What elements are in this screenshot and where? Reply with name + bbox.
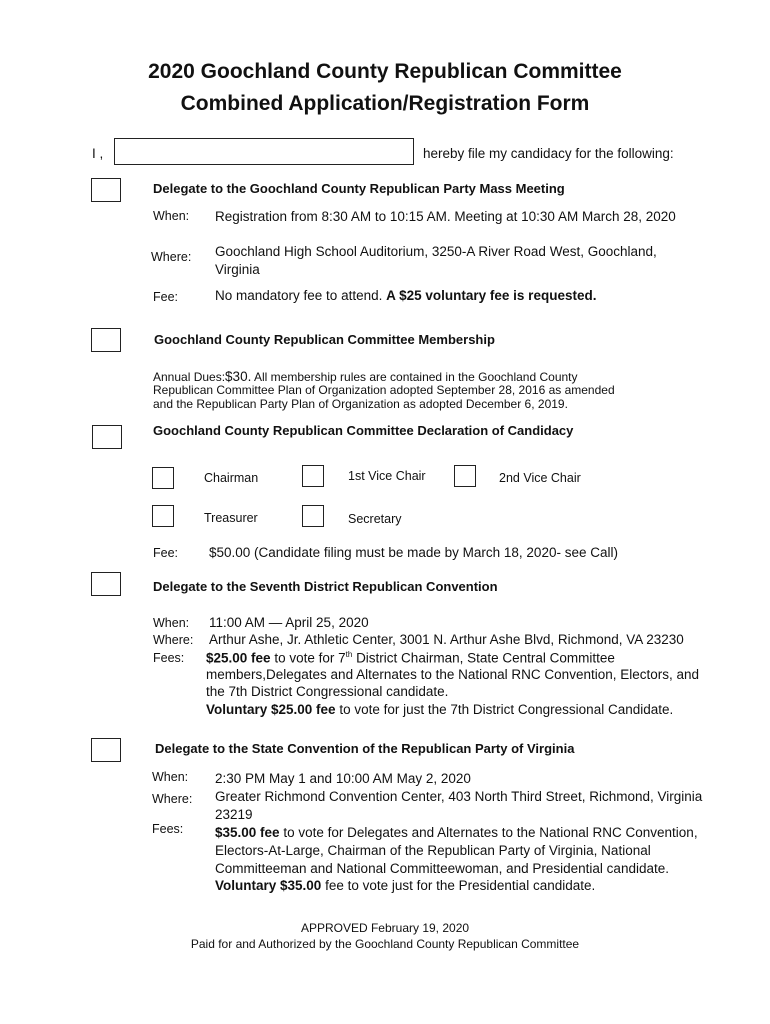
seventh-fee1-text-a: to vote for 7 <box>274 650 346 666</box>
secretary-checkbox[interactable] <box>302 505 324 527</box>
seventh-where-value: Arthur Ashe, Jr. Athletic Center, 3001 N. Arthur Ashe Blvd, Richmond, VA 23230 <box>209 632 684 647</box>
seventh-fee1-text-b: District Chairman, State Central Committee <box>356 650 615 666</box>
state-when-value: 2:30 PM May 1 and 10:00 AM May 2, 2020 <box>215 771 471 786</box>
membership-line1 <box>153 369 578 384</box>
intro-suffix: hereby file my candidacy for the following: <box>423 146 674 161</box>
state-fee1-bold: $35.00 fee <box>215 825 280 840</box>
state-fee2-text: fee to vote just for the Presidential candidate. <box>325 878 596 893</box>
treasurer-label: Treasurer <box>204 511 258 525</box>
membership-checkbox[interactable] <box>91 328 121 352</box>
state-convention-checkbox[interactable] <box>91 738 121 762</box>
state-fee1-line1 <box>215 825 698 840</box>
state-fee2 <box>215 878 595 893</box>
seventh-fee2 <box>206 702 673 717</box>
state-when-label: When: <box>152 770 189 784</box>
seventh-where-label: Where: <box>153 633 194 647</box>
form-title-line1: 2020 Goochland County Republican Committee <box>148 60 622 83</box>
seventh-district-checkbox[interactable] <box>91 572 121 596</box>
form-title-line2: Combined Application/Registration Form <box>180 92 590 115</box>
seventh-fees-label: Fees: <box>153 651 185 665</box>
state-where-line2: 23219 <box>215 807 253 822</box>
seventh-fee1-line1 <box>206 650 615 666</box>
mass-meeting-fee-label: Fee: <box>153 290 179 304</box>
seventh-fee1-line3: the 7th District Congressional candidate. <box>206 684 449 699</box>
chairman-checkbox[interactable] <box>152 467 174 489</box>
state-fee2-bold: Voluntary $35.00 <box>215 878 322 893</box>
first-vice-chair-checkbox[interactable] <box>302 465 324 487</box>
mass-meeting-heading: Delegate to the Goochland County Republican Party Mass Meeting <box>153 181 565 196</box>
mass-meeting-fee-text: No mandatory fee to attend. <box>215 288 383 303</box>
seventh-when-label: When: <box>153 616 190 630</box>
mass-meeting-checkbox[interactable] <box>91 178 121 202</box>
membership-line1-rest: All membership rules are contained in the Goochland County <box>254 370 578 384</box>
membership-dues-label: Annual Dues: <box>153 370 226 384</box>
mass-meeting-when-label: When: <box>153 209 190 223</box>
seventh-fee2-text: to vote for just the 7th District Congressional Candidate. <box>339 702 674 717</box>
seventh-fee1-sup: th <box>345 650 353 659</box>
first-vice-chair-label: 1st Vice Chair <box>348 469 426 483</box>
mass-meeting-when-value: Registration from 8:30 AM to 10:15 AM. Meeting at 10:30 AM March 28, 2020 <box>215 209 676 224</box>
mass-meeting-where-line2: Virginia <box>215 262 260 277</box>
candidacy-heading: Goochland County Republican Committee Declaration of Candidacy <box>153 423 574 438</box>
treasurer-checkbox[interactable] <box>152 505 174 527</box>
state-where-line1: Greater Richmond Convention Center, 403 North Third Street, Richmond, Virginia <box>215 789 703 804</box>
membership-dues-amount: $30. <box>225 369 252 384</box>
intro-prefix: I , <box>92 146 104 161</box>
state-convention-heading: Delegate to the State Convention of the Republican Party of Virginia <box>155 741 575 756</box>
seventh-fee1-line2: members,Delegates and Alternates to the National RNC Convention, Electors, and <box>206 667 700 682</box>
state-fee1-line3: Committeeman and National Committeewoman, and Presidential candidate. <box>215 861 669 876</box>
second-vice-chair-label: 2nd Vice Chair <box>499 471 581 485</box>
state-where-label: Where: <box>152 792 193 806</box>
seventh-district-heading: Delegate to the Seventh District Republican Convention <box>153 579 498 594</box>
chairman-label: Chairman <box>204 471 259 485</box>
state-fees-label: Fees: <box>152 822 184 836</box>
mass-meeting-where-line1: Goochland High School Auditorium, 3250-A River Road West, Goochland, <box>215 244 657 259</box>
mass-meeting-where-label: Where: <box>151 250 192 264</box>
membership-line2: Republican Committee Plan of Organization adopted September 28, 2016 as amended <box>153 383 615 397</box>
candidacy-fee-value: $50.00 (Candidate filing must be made by March 18, 2020- see Call) <box>209 545 618 560</box>
seventh-fee2-bold: Voluntary $25.00 fee <box>206 702 336 717</box>
seventh-fee1-bold: $25.00 fee <box>206 650 271 666</box>
candidacy-checkbox[interactable] <box>92 425 122 449</box>
state-fee1-text: to vote for Delegates and Alternates to the National RNC Convention, <box>283 825 698 840</box>
mass-meeting-fee <box>215 288 596 303</box>
mass-meeting-fee-bold: A $25 voluntary fee is requested. <box>386 288 597 303</box>
second-vice-chair-checkbox[interactable] <box>454 465 476 487</box>
candidacy-fee-label: Fee: <box>153 546 179 560</box>
secretary-label: Secretary <box>348 512 402 526</box>
membership-line3: and the Republican Party Plan of Organization as adopted December 6, 2019. <box>153 397 568 411</box>
paid-for-line: Paid for and Authorized by the Goochland County Republican Committee <box>190 937 580 951</box>
seventh-when-value: 11:00 AM — April 25, 2020 <box>209 615 369 630</box>
membership-heading: Goochland County Republican Committee Membership <box>154 332 495 347</box>
state-fee1-line2: Electors-At-Large, Chairman of the Republican Party of Virginia, National <box>215 843 651 858</box>
name-input[interactable] <box>114 138 414 165</box>
approved-line: APPROVED February 19, 2020 <box>300 921 470 935</box>
